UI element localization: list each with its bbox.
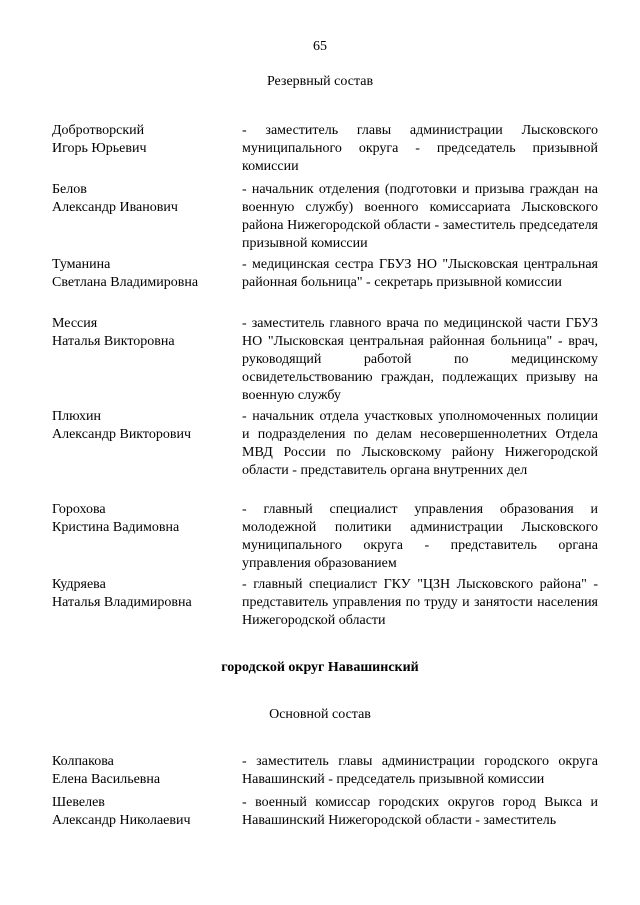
member-surname: Горохова <box>52 502 106 517</box>
member-given-name: Александр Иванович <box>52 200 178 215</box>
member-given-name: Александр Николаевич <box>52 813 191 828</box>
member-name <box>52 794 237 830</box>
member-name <box>52 576 237 612</box>
member-surname: Колпакова <box>52 754 114 769</box>
member-surname: Плюхин <box>52 409 101 424</box>
member-role: - заместитель главы администрации городского округа Навашинский - председатель призывной комиссии <box>242 754 598 787</box>
section-title-district: городской округ Навашинский <box>221 660 419 675</box>
member-name <box>52 256 237 292</box>
member-surname: Туманина <box>52 257 111 272</box>
member-surname: Кудряева <box>52 577 106 592</box>
member-surname: Мессия <box>52 316 98 331</box>
member-name <box>52 315 237 351</box>
section-title-main: Основной состав <box>269 707 371 722</box>
member-surname: Белов <box>52 182 87 197</box>
page-number: 65 <box>313 39 327 54</box>
member-given-name: Наталья Владимировна <box>52 595 192 610</box>
section-title-reserve: Резервный состав <box>266 74 374 89</box>
member-name <box>52 501 237 537</box>
member-given-name: Светлана Владимировна <box>52 275 199 290</box>
member-role: - заместитель главы администрации Лысковского муниципального округа - председатель призывной комиссии <box>242 123 598 174</box>
member-given-name: Кристина Вадимовна <box>52 520 180 535</box>
member-role: - заместитель главного врача по медицинской части ГБУЗ НО "Лысковская центральная районная больница" - врач, руководящий работой по медицинскому освидетельствованию граждан, подлежащих призыву на военную службу <box>242 316 598 403</box>
member-role: - главный специалист ГКУ "ЦЗН Лысковского района" - представитель управления по труду и занятости населения Нижегородской области <box>242 577 598 628</box>
member-role: - начальник отделения (подготовки и призыва граждан на военную службу) военного комиссариата Лысковского района Нижегородской области - заместитель председателя призывной комиссии <box>242 182 598 251</box>
member-name <box>52 122 237 158</box>
member-role: - начальник отдела участковых уполномоченных полиции и подразделения по делам несовершеннолетних Отдела МВД России по Лысковскому району Нижегородской области - представитель органа внутренних дел <box>242 409 598 478</box>
member-name <box>52 408 237 444</box>
member-surname: Шевелев <box>52 795 105 810</box>
member-name <box>52 181 237 217</box>
member-surname: Добротворский <box>52 123 145 138</box>
member-given-name: Александр Викторович <box>52 427 192 442</box>
member-given-name: Наталья Викторовна <box>52 334 175 349</box>
member-name <box>52 753 237 789</box>
member-role: - медицинская сестра ГБУЗ НО "Лысковская центральная районная больница" - секретарь призывной комиссии <box>242 257 598 290</box>
member-given-name: Игорь Юрьевич <box>52 141 147 156</box>
member-role: - главный специалист управления образования и молодежной политики администрации Лысковского муниципального округа - представитель органа управления образованием <box>242 502 598 571</box>
member-given-name: Елена Васильевна <box>52 772 161 787</box>
member-role: - военный комиссар городских округов город Выкса и Навашинский Нижегородской области - заместитель <box>242 795 598 828</box>
